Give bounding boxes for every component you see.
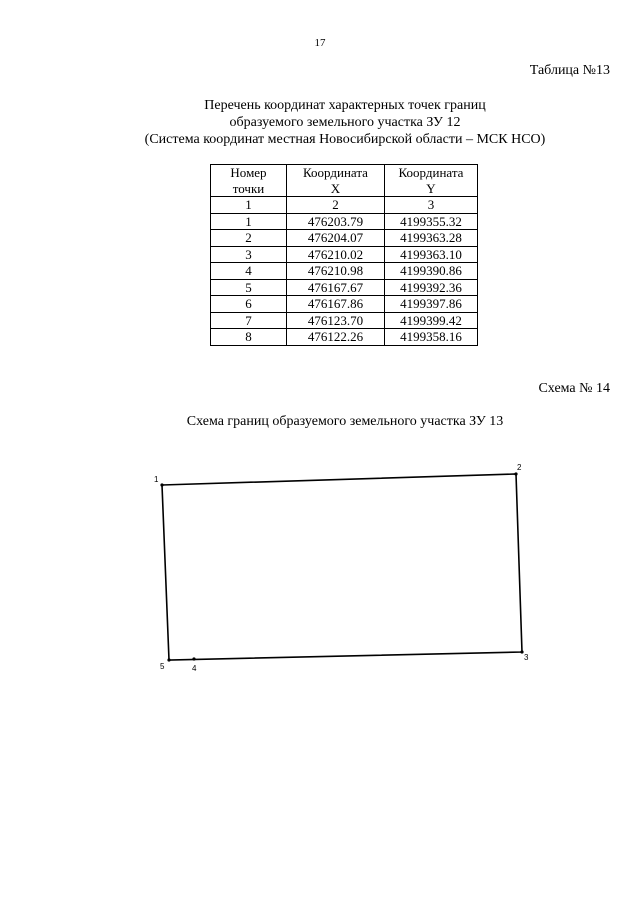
cell-point: 5 [211, 279, 287, 296]
cell-x: 476204.07 [287, 230, 385, 247]
scheme-title: Схема границ образуемого земельного участка ЗУ 13 [186, 414, 504, 429]
cell-y: 4199363.10 [385, 246, 478, 263]
cell-point: 3 [211, 246, 287, 263]
point-label-5: 5 [160, 662, 165, 671]
table-caption-line-2: образуемого земельного участка ЗУ 12 [229, 115, 461, 130]
cell-point: 6 [211, 296, 287, 313]
cell-point: 1 [211, 213, 287, 230]
cell-x: 476122.26 [287, 329, 385, 346]
column-number: 2 [287, 197, 385, 214]
header-coordinate-y-line1: Координата [398, 165, 464, 180]
point-label-1: 1 [154, 475, 159, 484]
point-label-2: 2 [517, 463, 522, 472]
table-caption-line-3: (Система координат местная Новосибирской области – МСК НСО) [144, 132, 546, 147]
table-label: Таблица №13 [529, 63, 610, 78]
cell-x: 476203.79 [287, 213, 385, 230]
cell-x: 476167.86 [287, 296, 385, 313]
cell-point: 2 [211, 230, 287, 247]
cell-point: 8 [211, 329, 287, 346]
cell-x: 476210.98 [287, 263, 385, 280]
cell-point: 7 [211, 312, 287, 329]
vertex-marker [160, 483, 163, 486]
point-label-4: 4 [192, 664, 197, 673]
cell-y: 4199399.42 [385, 312, 478, 329]
header-point-number-line2: точки [232, 180, 265, 196]
cell-y: 4199363.28 [385, 230, 478, 247]
header-point-number-line1: Номер [230, 165, 267, 180]
column-number: 3 [385, 197, 478, 214]
header-coordinate-x-line2: X [330, 180, 341, 196]
cell-y: 4199397.86 [385, 296, 478, 313]
cell-x: 476210.02 [287, 246, 385, 263]
table-caption-line-1: Перечень координат характерных точек границ [204, 98, 486, 113]
cell-x: 476123.70 [287, 312, 385, 329]
column-number: 1 [211, 197, 287, 214]
cell-x: 476167.67 [287, 279, 385, 296]
scheme-label: Схема № 14 [538, 381, 610, 396]
vertex-marker [514, 472, 517, 475]
point-label-3: 3 [524, 653, 529, 662]
cell-y: 4199355.32 [385, 213, 478, 230]
vertex-marker [167, 658, 170, 661]
parcel-boundary [162, 474, 522, 660]
header-coordinate-y-line2: Y [426, 180, 436, 196]
cell-y: 4199392.36 [385, 279, 478, 296]
cell-y: 4199390.86 [385, 263, 478, 280]
cell-y: 4199358.16 [385, 329, 478, 346]
vertex-marker [192, 657, 195, 660]
page-number: 17 [314, 37, 326, 49]
cell-point: 4 [211, 263, 287, 280]
header-coordinate-x-line1: Координата [303, 165, 368, 180]
